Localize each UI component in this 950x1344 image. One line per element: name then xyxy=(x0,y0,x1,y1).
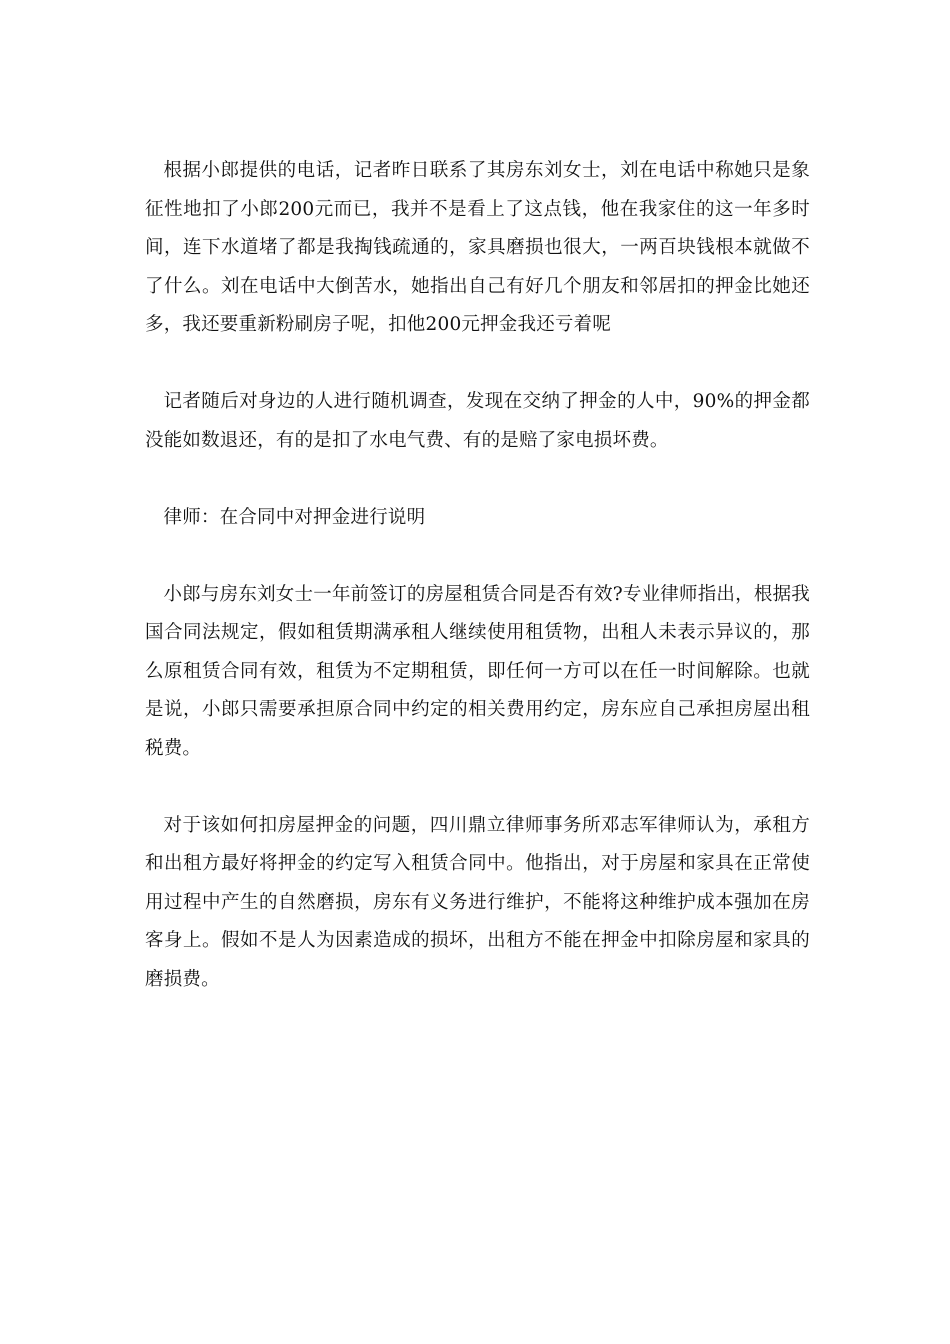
article-body xyxy=(145,152,810,1038)
paragraph-contract-validity: 小郎与房东刘女士一年前签订的房屋租赁合同是否有效?专业律师指出，根据我国合同法规定，假如租赁期满承租人继续使用租赁物，出租人未表示异议的，那么原租赁合同有效，租赁为不定期租赁，即任何一方可以在任一时间解除。也就是说，小郎只需要承担原合同中约定的相关费用约定，房东应自己承担房屋出租税费。 xyxy=(145,583,810,759)
section-heading-lawyer: 律师：在合同中对押金进行说明 xyxy=(163,506,426,528)
paragraph-landlord-statement: 根据小郎提供的电话，记者昨日联系了其房东刘女士，刘在电话中称她只是象征性地扣了小郎200元而已，我并不是看上了这点钱，他在我家住的这一年多时间，连下水道堵了都是我掏钱疏通的，家具磨损也很大，一两百块钱根本就做不了什么。刘在电话中大倒苦水，她指出自己有好几个朋友和邻居扣的押金比她还多，我还要重新粉刷房子呢，扣他200元押金我还亏着呢 xyxy=(145,160,810,335)
paragraph-lawyer-advice: 对于该如何扣房屋押金的问题，四川鼎立律师事务所邓志军律师认为，承租方和出租方最好将押金的约定写入租赁合同中。他指出，对于房屋和家具在正常使用过程中产生的自然磨损，房东有义务进行维护，不能将这种维护成本强加在房客身上。假如不是人为因素造成的损坏，出租方不能在押金中扣除房屋和家具的磨损费。 xyxy=(145,814,810,990)
paragraph-survey: 记者随后对身边的人进行随机调查，发现在交纳了押金的人中，90%的押金都没能如数退还，有的是扣了水电气费、有的是赔了家电损坏费。 xyxy=(145,391,810,451)
